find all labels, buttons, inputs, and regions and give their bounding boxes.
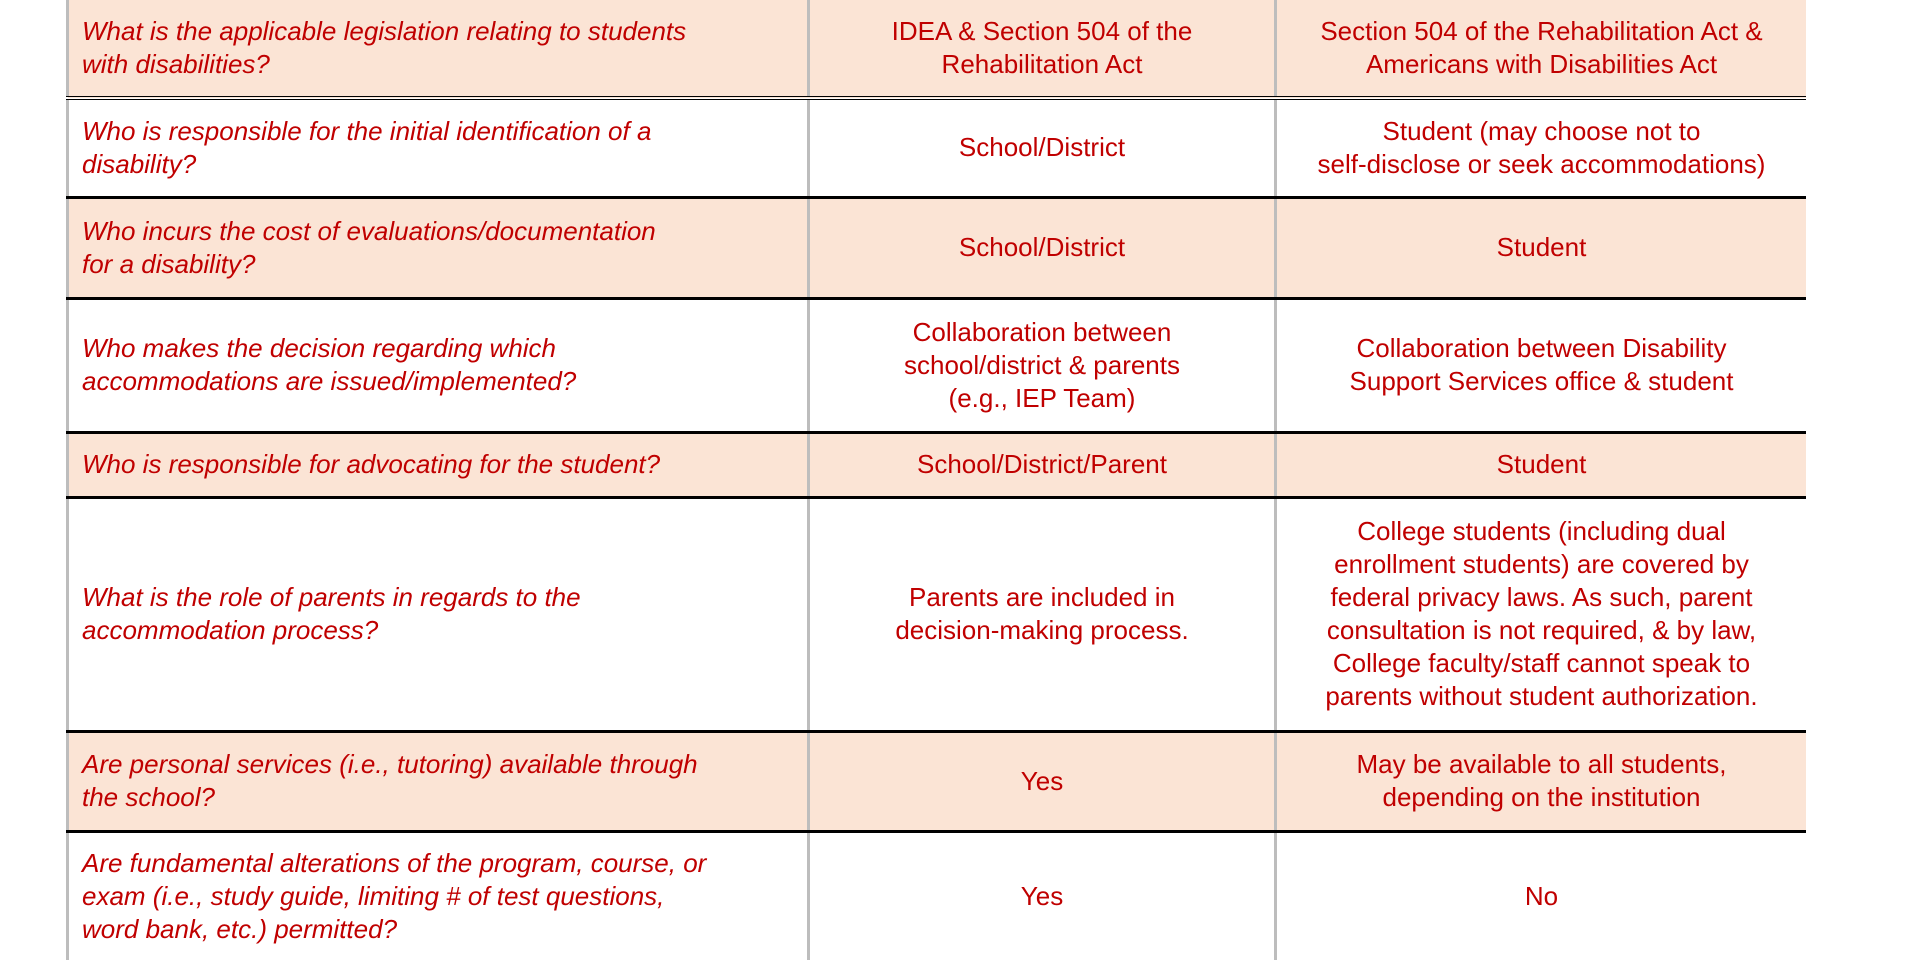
disability-comparison-table bbox=[66, 0, 1806, 960]
high-school-cell: IDEA & Section 504 of the Rehabilitation Act bbox=[809, 0, 1276, 98]
high-school-cell: Yes bbox=[809, 731, 1276, 831]
question-cell: What is the role of parents in regards to the accommodation process? bbox=[68, 497, 809, 731]
high-school-cell: School/District bbox=[809, 197, 1276, 298]
table-row bbox=[68, 731, 1807, 831]
table-row bbox=[68, 197, 1807, 298]
college-cell: No bbox=[1276, 831, 1807, 960]
table-row bbox=[68, 497, 1807, 731]
college-cell: Section 504 of the Rehabilitation Act & Americans with Disabilities Act bbox=[1276, 0, 1807, 98]
table-row bbox=[68, 0, 1807, 98]
college-cell: Student bbox=[1276, 432, 1807, 497]
question-cell: Who is responsible for advocating for the student? bbox=[68, 432, 809, 497]
question-cell: Who incurs the cost of evaluations/documentation for a disability? bbox=[68, 197, 809, 298]
college-cell: Student bbox=[1276, 197, 1807, 298]
high-school-cell: Parents are included in decision-making process. bbox=[809, 497, 1276, 731]
comparison-table-wrapper bbox=[66, 0, 1806, 960]
question-cell: Who makes the decision regarding which accommodations are issued/implemented? bbox=[68, 298, 809, 432]
table-row bbox=[68, 831, 1807, 960]
table-row bbox=[68, 432, 1807, 497]
college-cell: Collaboration between Disability Support Services office & student bbox=[1276, 298, 1807, 432]
college-cell: College students (including dual enrollment students) are covered by federal privacy laws. As such, parent consultation is not required, & by law, College faculty/staff cannot speak to parents without student authorization. bbox=[1276, 497, 1807, 731]
table-row bbox=[68, 98, 1807, 197]
college-cell: May be available to all students, depending on the institution bbox=[1276, 731, 1807, 831]
question-cell: What is the applicable legislation relating to students with disabilities? bbox=[68, 0, 809, 98]
question-cell: Who is responsible for the initial identification of a disability? bbox=[68, 98, 809, 197]
table-row bbox=[68, 298, 1807, 432]
high-school-cell: Collaboration between school/district & parents (e.g., IEP Team) bbox=[809, 298, 1276, 432]
high-school-cell: School/District/Parent bbox=[809, 432, 1276, 497]
question-cell: Are personal services (i.e., tutoring) available through the school? bbox=[68, 731, 809, 831]
high-school-cell: Yes bbox=[809, 831, 1276, 960]
high-school-cell: School/District bbox=[809, 98, 1276, 197]
question-cell: Are fundamental alterations of the program, course, or exam (i.e., study guide, limiting # of test questions, word bank, etc.) permitted? bbox=[68, 831, 809, 960]
college-cell: Student (may choose not to self-disclose or seek accommodations) bbox=[1276, 98, 1807, 197]
